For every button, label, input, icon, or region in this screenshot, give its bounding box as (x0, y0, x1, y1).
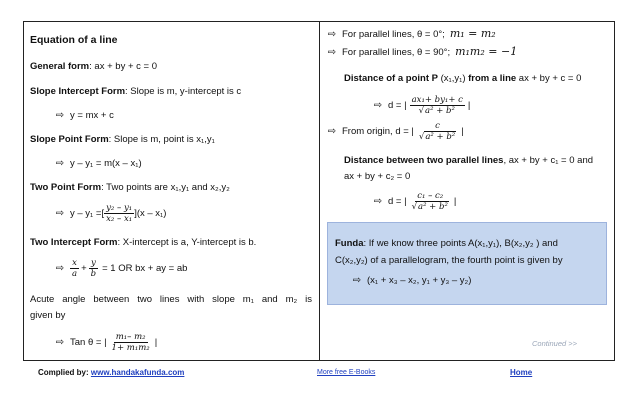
parallel-equation: m₁ = m₂ (449, 27, 496, 40)
distance-fraction (410, 95, 465, 116)
arrow-right-icon: ⇨ (352, 275, 362, 286)
dp-radicand: a² + b² (418, 202, 448, 212)
general-form (30, 61, 157, 73)
dp-prefix: d = | (388, 196, 407, 208)
perpendicular-text: For parallel lines, θ = 90°; (342, 47, 451, 58)
two-point-eq-suffix: ](x – x₁) (134, 208, 167, 220)
distance-parallel-heading (344, 155, 593, 167)
distance-parallel-formula (372, 191, 456, 213)
d-prefix: d = | (388, 100, 407, 112)
d-suffix: | (467, 100, 471, 112)
tan-denominator: 1+ m₁m₂ (111, 343, 150, 353)
y-numerator: y (90, 258, 96, 268)
dp-denominator: √a² + b² (411, 202, 448, 212)
slope-point-eq: y – y₁ = m(x – x₁) (70, 158, 142, 169)
dp-suffix: | (453, 196, 457, 208)
compiled-by-label: Complied by: (38, 368, 89, 377)
origin-numerator: c (435, 121, 440, 131)
origin-prefix: From origin, d = | (342, 126, 414, 138)
origin-suffix: | (461, 126, 464, 138)
dp-fraction (410, 191, 451, 212)
arrow-right-icon: ⇨ (55, 110, 65, 121)
origin-fraction (417, 121, 458, 142)
general-form-label: General form (30, 61, 90, 72)
distance-parallel-text: , ax + by + c₁ = 0 and (503, 155, 594, 166)
acute-angle-text-2: given by (30, 310, 66, 321)
two-intercept-equation (54, 258, 187, 279)
plus-sign: + (81, 263, 87, 275)
distance-parallel-label: Distance between two parallel lines (344, 155, 504, 166)
distance-radicand: a² + b² (425, 106, 455, 116)
origin-distance (326, 121, 464, 143)
general-form-text: : ax + by + c = 0 (89, 61, 157, 72)
arrow-right-icon: ⇨ (373, 196, 383, 208)
distance-point-line: ax + by + c = 0 (516, 73, 582, 84)
slope-point-equation (54, 158, 142, 170)
x-over-a-fraction (70, 258, 79, 279)
continued-label: Continued >> (532, 339, 578, 348)
tan-suffix: | (154, 337, 158, 349)
tan-equation (54, 332, 157, 354)
arrow-right-icon: ⇨ (373, 100, 383, 112)
distance-point-heading (344, 73, 581, 85)
funda-line-1 (335, 238, 601, 250)
slope-intercept-equation (54, 110, 114, 122)
arrow-right-icon: ⇨ (55, 337, 65, 349)
two-point-equation (54, 203, 166, 224)
column-divider (319, 21, 320, 361)
distance-denominator: √a² + b² (418, 106, 455, 116)
tan-numerator: m₁– m₂ (115, 332, 146, 342)
arrow-right-icon: ⇨ (327, 47, 337, 58)
slope-point-form (30, 134, 215, 146)
tan-prefix: Tan θ = | (70, 337, 107, 349)
site-link[interactable]: www.handakafunda.com (90, 368, 185, 377)
arrow-right-icon: ⇨ (327, 29, 337, 40)
two-intercept-form (30, 237, 256, 249)
funda-label: Funda (335, 238, 364, 249)
arrow-right-icon: ⇨ (327, 126, 337, 138)
perpendicular-lines (326, 46, 517, 59)
two-intercept-eq-rest: = 1 OR bx + ay = ab (102, 263, 188, 275)
arrow-right-icon: ⇨ (55, 158, 65, 169)
home-link[interactable]: Home (510, 368, 533, 377)
acute-angle-text-1: Acute angle between two lines with slope m₁ and m₂ is (30, 294, 312, 305)
slope-intercept-eq: y = mx + c (70, 110, 114, 121)
funda-eq: (x₁ + x₃ – x₂, y₁ + y₃ – y₂) (367, 275, 472, 286)
two-point-eq-prefix: y – y₁ =[ (70, 208, 105, 220)
parallel-lines (326, 28, 496, 41)
two-intercept-text: : X-intercept is a, Y-intercept is b. (117, 237, 257, 248)
perpendicular-equation: m₁m₂ = −1 (455, 45, 518, 58)
two-point-text: : Two points are x₁,y₁ and x₂,y₂ (101, 182, 230, 193)
arrow-right-icon: ⇨ (55, 263, 65, 275)
slope-intercept-form (30, 86, 241, 98)
two-intercept-label: Two Intercept Form (30, 237, 118, 248)
two-point-denominator: x₂ – x₁ (106, 214, 133, 224)
slope-point-text: : Slope is m, point is x₁,y₁ (108, 134, 215, 145)
funda-text-2: C(x₂,y₂) of a parallelogram, the fourth point is given by (335, 255, 563, 266)
footer-credit (38, 368, 184, 377)
distance-formula (372, 95, 470, 117)
parallel-text: For parallel lines, θ = 0°; (342, 29, 445, 40)
origin-radicand: a² + b² (425, 132, 456, 142)
x-numerator: x (72, 258, 77, 268)
slope-point-label: Slope Point Form (30, 134, 109, 145)
arrow-right-icon: ⇨ (55, 208, 65, 220)
two-point-fraction (104, 203, 134, 224)
distance-point-label-2: from a line (468, 73, 517, 84)
a-denominator: a (72, 269, 78, 279)
slope-intercept-label: Slope Intercept Form (30, 86, 126, 97)
tan-fraction (110, 332, 152, 353)
ebooks-link[interactable]: More free E-Books (317, 369, 376, 376)
y-over-b-fraction (89, 258, 98, 279)
dp-numerator: c₁ – c₂ (417, 191, 444, 201)
two-point-label: Two Point Form (30, 182, 102, 193)
section-title: Equation of a line (30, 34, 118, 46)
two-point-numerator: y₂ – y₁ (106, 203, 133, 213)
b-denominator: b (90, 269, 97, 279)
slope-intercept-text: : Slope is m, y-intercept is c (125, 86, 242, 97)
funda-text-1: : If we know three points A(x₁,y₁), B(x₂,y₂ ) and (363, 238, 558, 249)
funda-equation (351, 275, 471, 287)
distance-point-coords: (x₁,y₁) (437, 73, 469, 84)
origin-denominator: √a² + b² (418, 132, 456, 142)
distance-parallel-text-2: ax + by + c₂ = 0 (344, 171, 411, 182)
distance-point-label: Distance of a point P (344, 73, 438, 84)
two-point-form (30, 182, 230, 194)
distance-numerator: ax₁+ by₁+ c (411, 95, 463, 105)
